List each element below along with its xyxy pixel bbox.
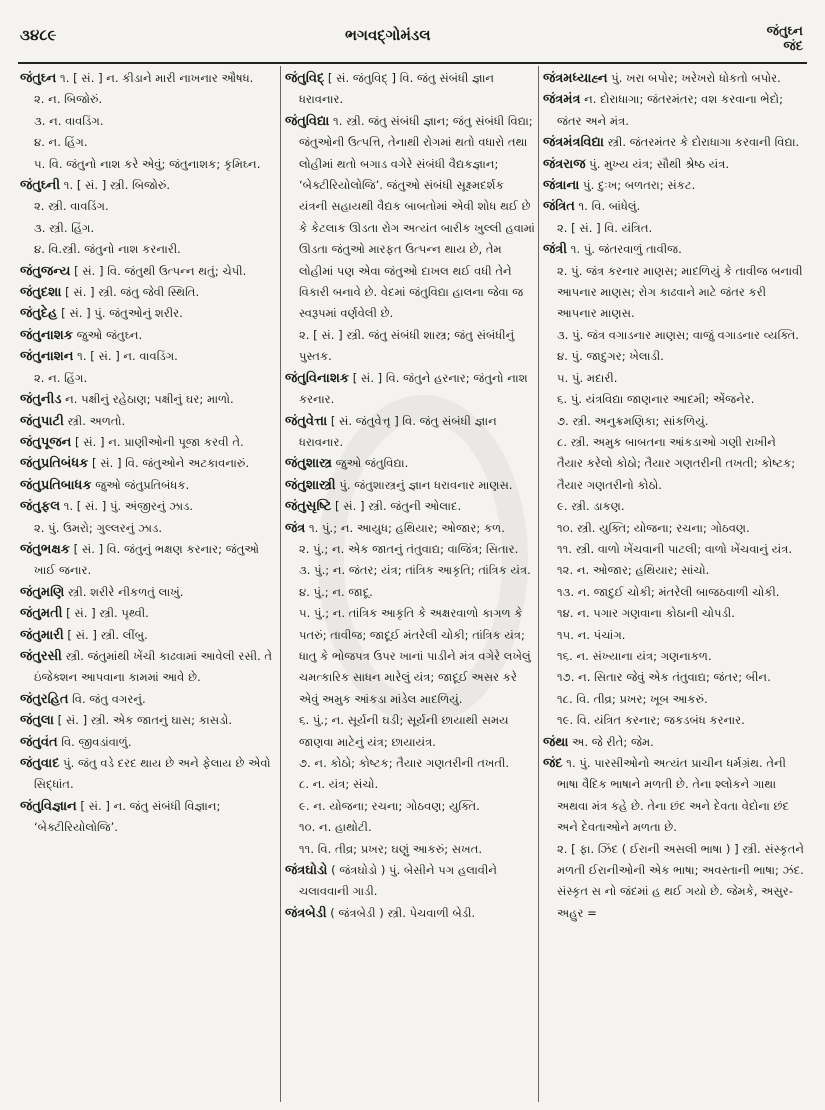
definition: વિ. જંતુ વગરનું. [68,691,146,706]
definition: અ. જે રીતે; જેમ. [568,734,654,749]
headword: જંતુવિજ્ઞાન [20,798,77,814]
sub-sense: ૪. વિ.સ્ત્રી. જંતુનો નાશ કરનારી. [34,242,181,257]
sub-sense: ૨. [ સં. ] વિ. યંત્રિત. [557,220,653,235]
dictionary-entry [20,325,275,346]
sub-sense: ૮. સ્ત્રી. અમુક બાબતના આંકડાઓ ગણી રાખીને તૈયાર કરેલો કોઠો; તૈયાર ગણતરીની તખતી; કોષ્ટક; તૈયાર ગણતરીનો કોઠો. [557,434,796,492]
definition: ૧. સ્ત્રી. જંતુ સંબંધી જ્ઞાન; જંતુ સંબંધી વિદ્યા; જંતુઓની ઉત્પત્તિ, તેનાથી રોગમાં થતો વધારો તથા લોહીમાં થતો બગાડ વગેરે સંબંધી વૈદ્યકજ્ઞાન; ‘બેક્ટીરિયોલોજિ’. જંતુઓ સંબંધી સૂક્ષ્મદર્શક યંત્રની સહાયથી વૈદ્યક બાબતોમાં એવી શોધ થઈ છે કે કેટલાક ઊડતા રોગ અત્યંત બારીક ખુલ્લી હવામાં ઊડતા જંતુઓ મારફત ઉત્પન્ન થાય છે, તેમ લોહીમાં પણ એવા જંતુઓ દાખલ થઈ વધી તેને વિકારી બનાવે છે. વેદમાં જંતુવિદ્યા હાલના જેવા જ સ્વરૂપમાં વર્ણવેલી છે. [299,113,535,321]
headword: જંતુપાટી [20,413,64,429]
definition: પું. ખરા બપોર; ખરેખરો ધોકતો બપોર. [607,71,781,85]
dictionary-entry [543,732,805,753]
headword: જંતુમારી [20,627,64,643]
sub-sense: ૩. પું. જંત્ર વગાડનાર માણસ; વાજું વગાડનાર વ્યક્તિ. [557,327,799,342]
dictionary-entry [543,154,805,175]
definition: [ સં. ] ન. પ્રાણીઓની પૂજા કરવી તે. [71,434,244,449]
definition: સ્ત્રી. જંતરમંતર કે દોરાધાગા કરવાની વિદ્યા. [603,135,800,150]
definition: પું. જંતુશાસ્ત્રનું જ્ઞાન ધરાવનાર માણસ. [335,477,513,492]
definition: જુઓ જંતુઘ્ન. [73,327,143,342]
headword: જંત્રાના [543,178,580,194]
dictionary-entry [285,903,535,924]
dictionary-entry [20,732,275,753]
definition: [ સં. ] વિ. જંતુથી ઉત્પન્ન થતું; ચેપી. [70,263,247,278]
sub-sense: ૧૧. વિ. તીવ્ર; પ્રખર; ઘણું આકરું; સખત. [299,841,483,856]
sub-sense: ૧૬. ન. સંખ્યાના યંત્ર; ગણનાકળ. [557,648,712,663]
definition: ( જંત્રઘોડો ) પું. બેસીને પગ હલાવીને ચલાવવાની ગાડી. [299,863,497,899]
definition: ન. પક્ષીનું રહેઠાણ; પક્ષીનું ઘર; માળો. [61,392,234,407]
headword: જંત્રમધ્યાહ્ન [543,71,608,86]
headword: જંત્ર [285,520,306,536]
dictionary-entry [285,518,535,539]
sub-sense: ૯. ન. યોજના; રચના; ગોઠવણ; યુક્તિ. [299,798,480,813]
sub-sense: ૧૮. વિ. તીવ્ર; પ્રખર; ખૂબ આકરું. [557,691,708,706]
headword: જંતુદેહ [20,306,58,322]
dictionary-entry [20,646,275,689]
sub-sense: ૧૭. ન. સિતાર જેવું એક તંતુવાદ્ય; જંતર; બીન. [557,670,771,685]
headword: જંત્રબેડી [285,905,327,921]
sub-sense: ૩. સ્ત્રી. હિંગ. [34,220,95,235]
column-1 [20,68,275,1104]
sub-sense: ૧૦. ન. હાથોટી. [299,820,372,835]
dictionary-entry [285,475,535,496]
column-2 [285,68,535,1104]
dictionary-entry [20,710,275,731]
headword: જંતુવેત્તા [285,413,328,429]
sub-sense: ૮. ન. યંત્ર; સંચો. [299,777,379,792]
headword: જંત્રમંત્ર [543,92,581,108]
dictionary-entry [20,261,275,282]
dictionary-entry [543,175,805,196]
sub-sense: ૧૦. સ્ત્રી. યુક્તિ; યોજના; રચના; ગોઠવણ. [557,520,750,535]
column-divider [538,66,539,1102]
headword: જંત્રઘોડો [285,863,328,879]
definition: [ સં. જંતુવિદ્ ] વિ. જંતુ સંબંધી જ્ઞાન ધરાવનાર. [299,71,495,107]
headword: જંતુનાશન [20,349,74,365]
sub-sense: ૭. સ્ત્રી. અનુક્રમણિકા; સાંકળિયું. [557,413,709,428]
guide-word-last: જંદ [783,39,803,54]
definition: [ સં. ] સ્ત્રી. જંતુની ઓલાદ. [331,499,462,514]
column-3 [543,68,805,1104]
headword: જંતુવિદ્ [285,71,325,86]
page-number: ૩૪૮૯ [20,26,57,44]
definition: [ સં. ] સ્ત્રી. લીંબુ. [63,627,148,642]
headword: જંતુશાસ્ત્ર [285,456,332,472]
sub-sense: ૫. વિ. જંતુનો નાશ કરે એવું; જંતુનાશક; કૃમિઘ્ન. [34,156,261,171]
headword: જંતુપ્રતિબંધક [20,456,89,472]
definition: ન. દોરાધાગા; જંતરમંતર; વશ કરવાના ભેદો; જંતર અને મંત્ર. [557,92,783,128]
dictionary-entry [20,539,275,582]
dictionary-entry [285,496,535,517]
dictionary-entry [20,303,275,324]
definition: સ્ત્રી. જંતુમાંથી ખેંચી કાઢવામાં આવેલી રસી. તે ઇંજેક્શન આપવાના કામમાં આવે છે. [34,648,273,685]
headword: જંતુવિનાશક [285,370,350,386]
sub-sense: ૧૨. ન. ઓજાર; હથિયાર; સાંચો. [557,563,710,578]
definition: ૧. [ સં. ] સ્ત્રી. બિજોરું. [60,178,171,193]
dictionary-entry [543,68,805,89]
dictionary-entry [285,453,535,474]
sub-sense: ૭. ન. કોઠો; કોષ્ટક; તૈયાર ગણતરીની તખતી. [299,756,510,770]
sub-sense: ૪. પું. જાદુગર; ખેલાડી. [557,349,664,364]
dictionary-entry [20,625,275,646]
headword: જંતુસૃષ્ટિ [285,499,332,515]
definition: [ સં. ] ન. જંતુ સંબંધી વિજ્ઞાન; ‘બેક્ટીરિયોલોજિ’. [34,798,221,835]
definition: પું. મુખ્ય યંત્ર; સૌથી શ્રેષ્ઠ યંત્ર. [585,156,730,171]
guide-word-first: જંતુઘ્ન [766,24,803,39]
definition: [ સં. ] વિ. જંતુઓને અટકાવનારું. [88,456,250,471]
dictionary-entry [20,175,275,196]
sub-sense: ૪. ન. હિંગ. [34,135,88,150]
headword: જંત્રી [543,242,568,258]
definition: ૧. પું.; ન. આયુધ; હથિયાર; ઓજાર; કળ. [305,520,505,535]
headword: જંદ [543,756,563,771]
sub-sense: ૨. [ સં. ] સ્ત્રી. જંતુ સંબંધી શાસ્ત્ર; જંતુ સંબંધીનું પુસ્તક. [299,327,515,364]
sub-sense: ૨. ન. બિજોરું. [34,92,103,107]
headword: જંતુનાશક [20,327,73,343]
definition: [ સં. ] વિ. જંતુને હરનાર; જંતુનો નાશ કરનાર. [299,370,528,407]
headword: જંતુવાદ [20,756,60,771]
definition: [ સં. ] સ્ત્રી. પૃથ્વી. [62,606,149,621]
definition: [ સં. ] પું. જંતુઓનું શરીર. [57,306,183,321]
headword: જંતુદશા [20,285,62,301]
dictionary-entry [20,753,275,796]
sub-sense: ૧૧. સ્ત્રી. વાળો ખેંચવાની પાટલી; વાળો ખેંચવાનું યંત્ર. [557,541,793,556]
dictionary-entry [20,475,275,496]
definition: ૧. [ સં. ] ન. વાવડિંગ. [73,349,178,364]
headword: જંત્રમંત્રવિદ્યા [543,135,604,151]
dictionary-entry [20,603,275,624]
sub-sense: ૫. પું. મદારી. [557,370,618,385]
definition: પું. દુઃખ; બળતરા; સંકટ. [579,178,696,193]
sub-sense: ૨. [ ફા. ઝિંદ ( ઈરાની અસલી ભાષા ) ] સ્ત્રી. સંસ્કૃતને મળતી ઈરાનીઓની એક ભાષા; અવસ્તાની ભાષા; ઝંદ. સંસ્કૃત સ નો જંદમાં હ થઈ ગયો છે. જેમકે, અસુર-અહુર = [557,841,805,920]
headword: જંતુવંત [20,734,58,750]
headword: જંતુમતી [20,606,63,622]
dictionary-entry [543,196,805,217]
dictionary-entry [20,689,275,710]
headword: જંતુપૂજન [20,434,72,450]
headword: જંત્રિત [543,199,575,215]
dictionary-entry [20,68,275,89]
headword: જંતુનીડ [20,392,62,408]
headword: જંતુવિદ્યા [285,113,330,129]
sub-sense: ૯. સ્ત્રી. ડાકણ. [557,499,625,514]
definition: જુઓ જંતુવિદ્યા. [331,456,409,471]
headword: જંતુરસી [20,648,62,664]
sub-sense: ૬. પું. યંત્રવિદ્યા જાણનાર આદમી; એંજનેર. [557,392,755,407]
dictionary-entry [20,282,275,303]
definition: પું. જંતુ વડે દરદ થાય છે અને ફેલાય છે એવો સિદ્ધાંત. [34,756,271,792]
dictionary-entry [543,89,805,132]
headword: જંતુભક્ષક [20,541,70,557]
headword: જંથા [543,734,569,750]
definition: [ સં. ] સ્ત્રી. એક જાતનું ઘાસ; કાસડો. [53,713,233,728]
headword: જંતુલા [20,713,54,729]
sub-sense: ૧૪. ન. પગાર ગણવાના કોઠાની ચોપડી. [557,606,735,621]
sub-sense: ૩. પું.; ન. જંતર; યંત્ર; તાંત્રિક આકૃતિ; તાંત્રિક યંત્ર. [299,563,531,578]
definition: સ્ત્રી. અળતો. [63,413,126,428]
dictionary-entry [20,796,275,839]
headword: જંતુઘ્ન [20,71,57,86]
headword: જંતુઘ્ની [20,178,61,194]
dictionary-entry [543,239,805,260]
sub-sense: ૨. સ્ત્રી. વાવડિંગ. [34,199,109,214]
dictionary-entry [285,411,535,454]
definition: સ્ત્રી. શરીરે નીકળતું લાખું. [64,584,184,599]
definition: ૧. [ સં. ] પું. અંજીરનું ઝાડ. [60,499,194,514]
headword: જંતુશાસ્ત્રી [285,477,336,493]
sub-sense: ૩. ન. વાવડિંગ. [34,113,104,128]
definition: [ સં. ] વિ. જંતુનું ભક્ષણ કરનાર; જંતુઓ ખાઈ જનાર. [34,541,260,578]
headword: જંતુજન્ય [20,263,71,279]
definition: જુઓ જંતુપ્રતિબંધક. [91,477,190,492]
definition: વિ. જીવડાંવાળું. [57,734,132,749]
guide-words [767,24,803,54]
headword: જંતુફલ [20,499,61,515]
sub-sense: ૪. પું.; ન. જાદૂ. [299,584,373,599]
dictionary-entry [543,753,805,839]
dictionary-entry [285,111,535,325]
sub-sense: ૨. પું. જંત્ર કરનાર માણસ; માદળિયું કે તાવીજ બનાવી આપનાર માણસ; રોગ કાઢવાને માટે જંતર કરી આપનાર માણસ. [557,263,803,321]
sub-sense: ૧૯. વિ. યંત્રિત કરનાર; જકડબંધ કરનાર. [557,713,745,728]
sub-sense: ૫. પું.; ન. તાંત્રિક આકૃતિ કે અક્ષરવાળો કાગળ કે પતરું; તાવીજ; જાદૂઈ મંતરેલી ચોકી; તાંત્રિક યંત્ર; ધાતુ કે ભોજપત્ર ઉપર ખાનાં પાડીને મંત્ર વગેરે લખેલું ચમત્કારિક સાધન મારેલું યંત્ર; જાદૂઈ અસર કરે એવું અમુક આંકડા માંડેલ માદળિયું. [299,606,531,706]
dictionary-entry [20,389,275,410]
definition: ૧. વિ. બાંધેલું. [574,199,641,214]
headword: જંત્રરાજ [543,156,586,172]
dictionary-entry [20,432,275,453]
definition: [ સં. જંતુવેત્તૃ ] વિ. જંતુ સંબંધી જ્ઞાન ધરાવનાર. [299,413,497,449]
headword: જંતુમણિ [20,584,65,600]
sub-sense: ૨. પું.; ન. એક જાતનું તંતુવાદ્ય; વાજિંત્ર; સિતાર. [299,541,519,556]
dictionary-entry [285,68,535,111]
dictionary-entry [20,496,275,517]
sub-sense: ૧૫. ન. પંચાંગ. [557,627,626,642]
definition: ૧. [ સં. ] ન. કીડાને મારી નાખનાર ઔષધ. [56,71,254,85]
header-rule [18,62,807,64]
dictionary-entry [20,411,275,432]
dictionary-entry [285,860,535,903]
sub-sense: ૧૩. ન. જાદુઈ ચોકી; મંતરેલી બાજઠવાળી ચોકી. [557,584,780,599]
sub-sense: ૬. પું.; ન. સૂર્યની ઘડી; સૂર્યની છાયાથી સમય જાણવા માટેનું યંત્ર; છાયાયંત્ર. [299,713,509,749]
dictionary-entry [20,346,275,367]
sub-sense: ૨. પું. ઉમરો; ગુલ્લરનું ઝાડ. [34,520,163,535]
dictionary-entry [20,453,275,474]
headword: જંતુરહિત [20,691,69,707]
definition: ૧. પું. પારસીઓનો અત્યંત પ્રાચીન ધર્મગ્રંથ. તેની ભાષા વૈદિક ભાષાને મળતી છે. તેના શ્લોકને ગાથા અથવા મંત્ર કહે છે. તેના છંદ અને દેવતા વેદોના છંદ અને દેવતાઓને મળતા છે. [557,756,789,835]
definition: ( જંત્રબેડી ) સ્ત્રી. પેચવાળી બેડી. [326,905,476,920]
dictionary-entry [20,582,275,603]
page-title: ભગવદ્ગોમંડલ [345,26,431,44]
column-divider [280,66,281,1102]
definition: ૧. પું. જંતરવાળું તાવીજ. [567,242,682,257]
definition: [ સં. ] સ્ત્રી. જંતુ જેવી સ્થિતિ. [61,285,200,300]
sub-sense: ૨. ન. હિંગ. [34,370,88,385]
dictionary-entry [285,368,535,411]
dictionary-entry [543,132,805,153]
headword: જંતુપ્રતિબાધક [20,477,92,493]
